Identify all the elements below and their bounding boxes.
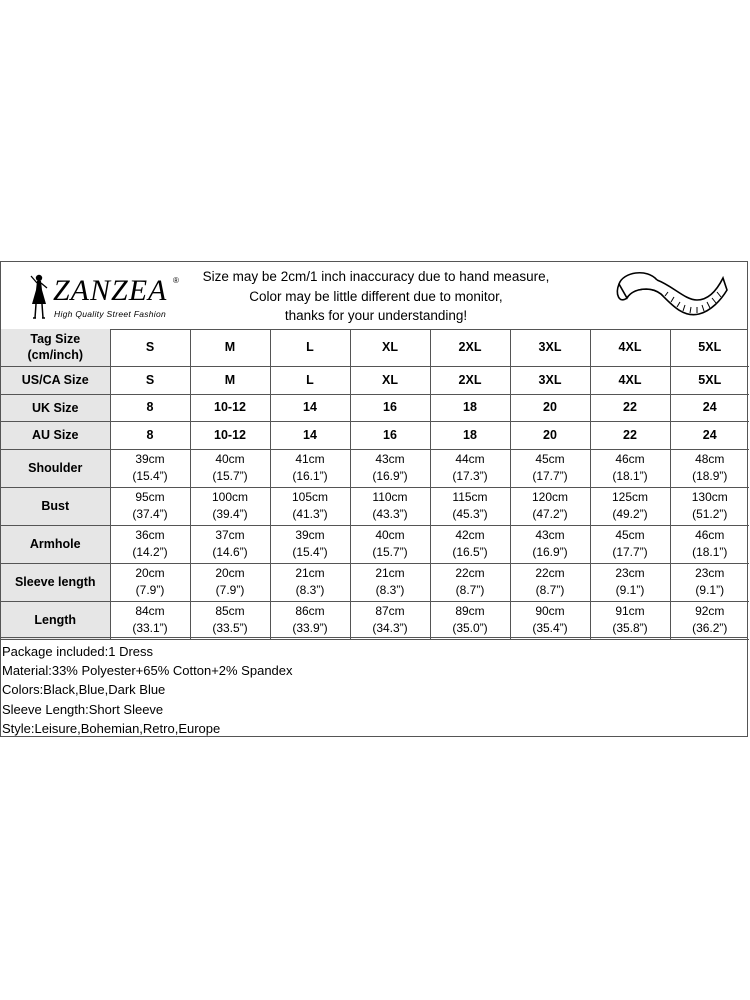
table-cell: 4XL [590, 329, 670, 366]
table-cell: 2XL [430, 329, 510, 366]
registered-mark: ® [173, 276, 179, 285]
table-cell: 22 [590, 421, 670, 449]
table-cell: 10-12 [190, 421, 270, 449]
row-header: Bust [1, 487, 110, 525]
table-cell: 39cm (15.4”) [110, 449, 190, 487]
table-cell: 21cm (8.3”) [270, 563, 350, 601]
table-cell: 92cm (36.2”) [670, 601, 749, 639]
table-cell: 14 [270, 421, 350, 449]
table-cell: 5XL [670, 366, 749, 394]
table-cell: 100cm (39.4”) [190, 487, 270, 525]
size-table [1, 329, 749, 640]
table-cell: 22cm (8.7”) [430, 563, 510, 601]
table-row [1, 394, 749, 421]
measuring-tape-icon [613, 264, 733, 326]
table-cell: 18 [430, 394, 510, 421]
table-cell: 10-12 [190, 394, 270, 421]
table-cell: 89cm (35.0”) [430, 601, 510, 639]
size-chart-header [1, 262, 747, 330]
table-cell: 16 [350, 421, 430, 449]
table-cell: 24 [670, 421, 749, 449]
table-cell: M [190, 366, 270, 394]
table-cell: S [110, 329, 190, 366]
table-cell: 40cm (15.7”) [350, 525, 430, 563]
row-header: AU Size [1, 421, 110, 449]
row-header: Armhole [1, 525, 110, 563]
detail-sleeve: Sleeve Length:Short Sleeve [2, 701, 164, 717]
table-cell: 36cm (14.2”) [110, 525, 190, 563]
table-cell: 120cm (47.2”) [510, 487, 590, 525]
table-cell: 86cm (33.9”) [270, 601, 350, 639]
table-row [1, 601, 749, 639]
table-row [1, 421, 749, 449]
table-cell: 91cm (35.8”) [590, 601, 670, 639]
table-cell: 20 [510, 421, 590, 449]
table-cell: 125cm (49.2”) [590, 487, 670, 525]
table-cell: 45cm (17.7”) [510, 449, 590, 487]
table-cell: 40cm (15.7”) [190, 449, 270, 487]
table-cell: 48cm (18.9”) [670, 449, 749, 487]
table-cell: 43cm (16.9”) [510, 525, 590, 563]
size-table-body [1, 329, 749, 639]
table-cell: 20 [510, 394, 590, 421]
table-cell: 110cm (43.3”) [350, 487, 430, 525]
row-header: Tag Size (cm/inch) [1, 329, 110, 366]
table-row [1, 487, 749, 525]
table-cell: 18 [430, 421, 510, 449]
table-cell: L [270, 329, 350, 366]
table-cell: 3XL [510, 329, 590, 366]
table-cell: 43cm (16.9”) [350, 449, 430, 487]
table-cell: 3XL [510, 366, 590, 394]
table-cell: 115cm (45.3”) [430, 487, 510, 525]
size-chart-sheet [0, 261, 748, 737]
table-cell: 8 [110, 421, 190, 449]
table-cell: 41cm (16.1”) [270, 449, 350, 487]
table-row [1, 449, 749, 487]
table-cell: 5XL [670, 329, 749, 366]
table-cell: 8 [110, 394, 190, 421]
table-cell: 105cm (41.3”) [270, 487, 350, 525]
row-header: Sleeve length [1, 563, 110, 601]
table-cell: XL [350, 329, 430, 366]
brand-tagline: High Quality Street Fashion [54, 309, 167, 319]
table-cell: 39cm (15.4”) [270, 525, 350, 563]
row-header: Length [1, 601, 110, 639]
table-cell: 23cm (9.1”) [590, 563, 670, 601]
detail-colors: Colors:Black,Blue,Dark Blue [2, 682, 166, 698]
table-row [1, 329, 749, 366]
table-cell: 24 [670, 394, 749, 421]
table-row [1, 525, 749, 563]
row-header: UK Size [1, 394, 110, 421]
notice-line: Color may be little different due to monitor, [249, 288, 503, 304]
table-cell: 14 [270, 394, 350, 421]
table-cell: 20cm (7.9”) [190, 563, 270, 601]
brand-logo [23, 272, 183, 324]
table-cell: 2XL [430, 366, 510, 394]
table-cell: 95cm (37.4”) [110, 487, 190, 525]
detail-package: Package included:1 Dress [2, 644, 154, 659]
row-header: US/CA Size [1, 366, 110, 394]
row-header: Shoulder [1, 449, 110, 487]
table-cell: 87cm (34.3”) [350, 601, 430, 639]
dress-figure-icon [23, 272, 53, 322]
table-cell: 90cm (35.4”) [510, 601, 590, 639]
brand-name: ZANZEA [53, 274, 168, 307]
table-cell: 85cm (33.5”) [190, 601, 270, 639]
table-cell: 23cm (9.1”) [670, 563, 749, 601]
table-cell: 22cm (8.7”) [510, 563, 590, 601]
table-row [1, 563, 749, 601]
measurement-notice [187, 267, 565, 326]
detail-style: Style:Leisure,Bohemian,Retro,Europe [2, 720, 221, 736]
table-cell: 45cm (17.7”) [590, 525, 670, 563]
table-cell: 46cm (18.1”) [590, 449, 670, 487]
table-cell: 46cm (18.1”) [670, 525, 749, 563]
notice-line: thanks for your understanding! [284, 308, 468, 323]
notice-line: Size may be 2cm/1 inch inaccuracy due to hand measure, [202, 269, 550, 284]
table-cell: 130cm (51.2”) [670, 487, 749, 525]
table-cell: S [110, 366, 190, 394]
table-cell: 37cm (14.6”) [190, 525, 270, 563]
product-details [1, 637, 747, 738]
table-cell: L [270, 366, 350, 394]
table-cell: 4XL [590, 366, 670, 394]
table-cell: M [190, 329, 270, 366]
table-cell: 84cm (33.1”) [110, 601, 190, 639]
table-cell: 22 [590, 394, 670, 421]
table-row [1, 366, 749, 394]
detail-material: Material:33% Polyester+65% Cotton+2% Spandex [2, 663, 293, 679]
table-cell: 42cm (16.5”) [430, 525, 510, 563]
table-cell: XL [350, 366, 430, 394]
table-cell: 16 [350, 394, 430, 421]
table-cell: 44cm (17.3”) [430, 449, 510, 487]
table-cell: 21cm (8.3”) [350, 563, 430, 601]
table-cell: 20cm (7.9”) [110, 563, 190, 601]
